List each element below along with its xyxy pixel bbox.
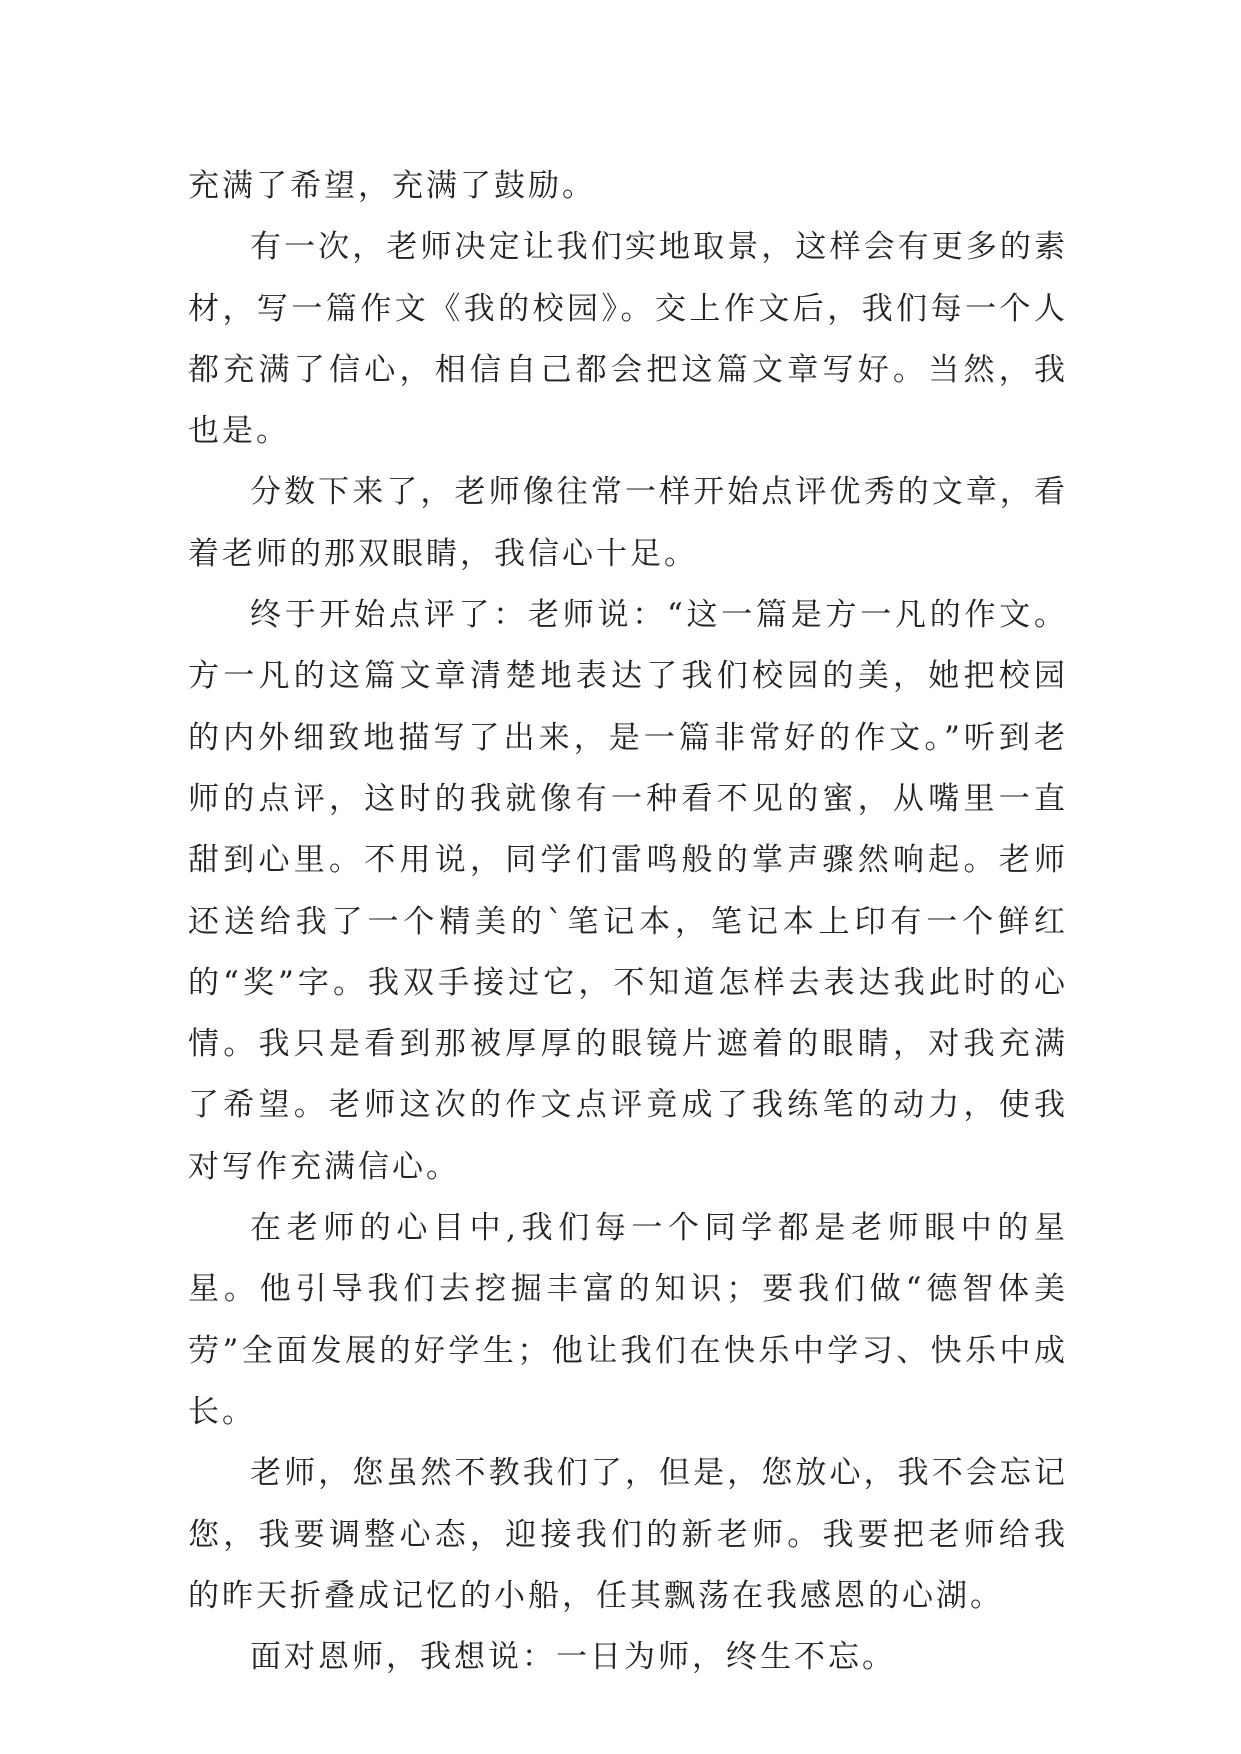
- paragraph: 面对恩师，我想说：一日为师，终生不忘。: [250, 1639, 896, 1676]
- paragraph: 分数下来了，老师像往常一样开始点评优秀的文章，看着老师的那双眼睛，我信心十足。: [188, 474, 1068, 572]
- paragraph: 老师，您虽然不教我们了，但是，您放心，我不会忘记您，我要调整心态，迎接我们的新老师。我要把老师给我的昨天折叠成记忆的小船，任其飘荡在我感恩的心湖。: [188, 1455, 1068, 1614]
- paragraph: 有一次，老师决定让我们实地取景，这样会有更多的素材，写一篇作文《我的校园》。交上作文后，我们每一个人都充满了信心，相信自己都会把这篇文章写好。当然，我也是。: [188, 229, 1068, 450]
- paragraph: 终于开始点评了：老师说：“这一篇是方一凡的作文。方一凡的这篇文章清楚地表达了我们校园的美，她把校园的内外细致地描写了出来，是一篇非常好的作文。”听到老师的点评，这时的我就像有一种看不见的蜜，从嘴里一直甜到心里。不用说，同学们雷鸣般的掌声骤然响起。老师还送给我了一个精美的`笔记本，笔记本上印有一个鲜红的“奖”字。我双手接过它，不知道怎样去表达我此时的心情。我只是看到那被厚厚的眼镜片遮着的眼睛，对我充满了希望。老师这次的作文点评竟成了我练笔的动力，使我对写作充满信心。: [188, 597, 1068, 1185]
- paragraph: 在老师的心目中,我们每一个同学都是老师眼中的星星。他引导我们去挖掘丰富的知识；要我们做“德智体美劳”全面发展的好学生；他让我们在快乐中学习、快乐中成长。: [188, 1210, 1068, 1430]
- document-body: [188, 156, 1068, 1688]
- paragraph-continuation: 充满了希望，充满了鼓励。: [188, 168, 596, 204]
